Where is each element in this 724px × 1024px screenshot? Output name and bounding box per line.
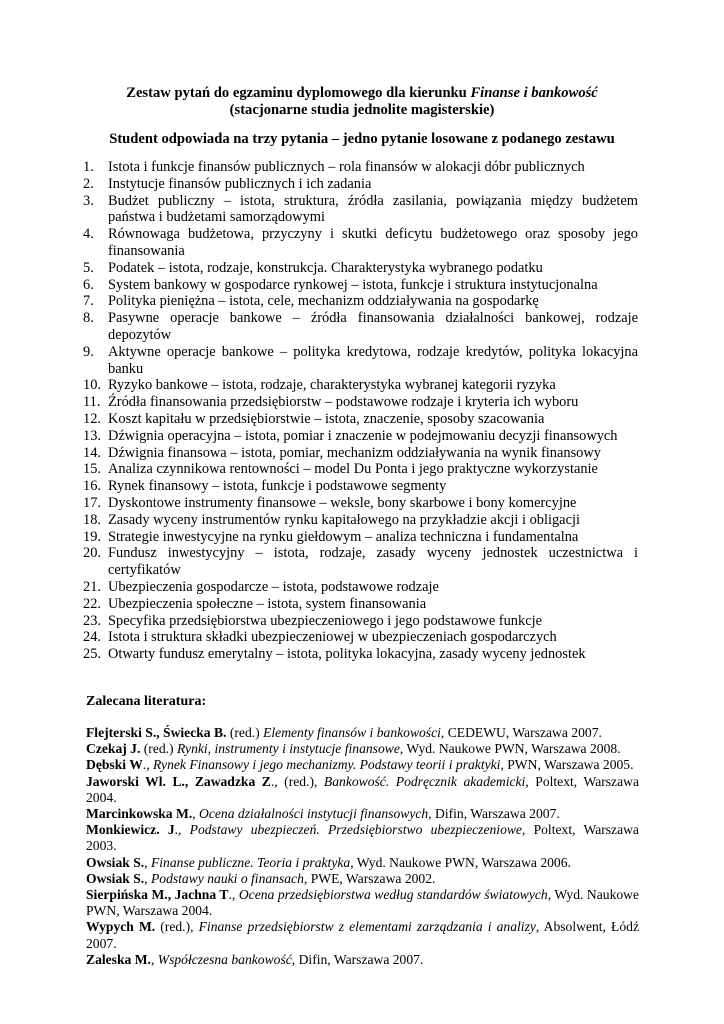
question-item [83, 310, 638, 344]
question-number: 24. [83, 629, 101, 646]
literature-item [86, 822, 639, 854]
question-item [83, 428, 638, 445]
reference-publisher: , Wyd. Naukowe PWN, Warszawa 2008. [399, 741, 621, 757]
question-item [83, 629, 638, 646]
reference-separator: (red.) [140, 741, 177, 757]
question-number: 4. [83, 226, 94, 243]
reference-title: Współczesna bankowość [157, 951, 292, 967]
question-text: Instytucje finansów publicznych i ich zadania [108, 175, 372, 192]
question-item [83, 159, 638, 176]
reference-authors: Jaworski Wl. L., Zawadzka Z [86, 773, 271, 789]
literature-item [86, 725, 639, 741]
question-item [83, 596, 638, 613]
reference-separator: ., (red.), [270, 773, 324, 789]
question-item [83, 495, 638, 512]
question-item [83, 344, 638, 378]
literature-item [86, 952, 639, 968]
question-text: Pasywne operacje bankowe – źródła finansowania działalności bankowej, rodzaje depozytów [108, 310, 638, 343]
reference-title: Rynek Finansowy i jego mechanizmy. Podstawy teorii i praktyki [153, 757, 501, 773]
question-number: 8. [83, 310, 94, 327]
reference-publisher: , Poltext, Warszawa 2003. [86, 822, 639, 854]
reference-authors: Dębski W [86, 757, 143, 773]
question-text: Analiza czynnikowa rentowności – model Du Ponta i jego praktyczne wykorzystanie [108, 461, 598, 478]
literature-heading: Zalecana literatura: [86, 694, 207, 709]
question-item [83, 512, 638, 529]
question-item [83, 579, 638, 596]
question-number: 5. [83, 259, 94, 276]
reference-separator: , [144, 870, 151, 886]
reference-separator: , [144, 854, 151, 870]
reference-publisher: , PWE, Warszawa 2002. [303, 870, 436, 886]
question-text: Budżet publiczny – istota, struktura, źródła zasilania, powiązania między budżetem państwa i budżetami samorządowymi [108, 192, 638, 226]
question-item [83, 176, 638, 193]
reference-authors: Sierpińska M., Jachna T [86, 887, 229, 903]
reference-authors: Monkiewicz. J [86, 822, 175, 838]
question-item [83, 478, 638, 495]
title-line-1 [60, 85, 664, 102]
question-number: 1. [83, 159, 94, 175]
question-text: Aktywne operacje bankowe – polityka kredytowa, rodzaje kredytów, polityka lokacyjna banku [108, 343, 638, 377]
question-text: Podatek – istota, rodzaje, konstrukcja. Charakterystyka wybranego podatku [108, 259, 543, 276]
question-number: 23. [83, 612, 101, 629]
question-text: Ubezpieczenia społeczne – istota, system finansowania [108, 595, 427, 612]
reference-title: Finanse przedsiębiorstw z elementami zarządzania i analizy [198, 919, 536, 935]
title-field-of-study: Finanse i bankowość [470, 85, 598, 101]
question-number: 16. [83, 478, 101, 495]
reference-authors: Zaleska M. [86, 951, 151, 967]
question-text: Otwarty fundusz emerytalny – istota, polityka lokacyjna, zasady wyceny jednostek [108, 646, 586, 663]
reference-title: Ocena przedsiębiorstwa według standardów światowych [238, 887, 548, 903]
question-number: 25. [83, 646, 101, 663]
question-item [83, 260, 638, 277]
question-number: 6. [83, 276, 94, 293]
question-item [83, 293, 638, 310]
question-number: 7. [83, 293, 94, 310]
question-number: 10. [83, 377, 101, 394]
reference-publisher: , Difin, Warszawa 2007. [291, 951, 424, 967]
question-item [83, 377, 638, 394]
reference-authors: Owsiak S. [86, 870, 145, 886]
literature-item [86, 774, 639, 806]
reference-authors: Owsiak S. [86, 854, 145, 870]
literature-item [86, 757, 639, 773]
question-list [83, 159, 638, 663]
reference-separator: ., [228, 887, 239, 903]
question-item [83, 646, 638, 663]
question-text: Dźwignia operacyjna – istota, pomiar i znaczenie w podejmowaniu decyzji finansowych [108, 427, 618, 444]
literature-item [86, 919, 639, 951]
reference-authors: Flejterski S., Świecka B. [86, 725, 227, 740]
question-text: Dźwignia finansowa – istota, pomiar, mechanizm oddziaływania na wynik finansowy [108, 444, 601, 461]
question-text: Polityka pieniężna – istota, cele, mechanizm oddziaływania na gospodarkę [108, 293, 539, 310]
question-text: Istota i struktura składki ubezpieczeniowej w ubezpieczeniach gospodarczych [108, 629, 557, 646]
reference-publisher: , PWN, Warszawa 2005. [500, 757, 634, 773]
question-number: 20. [83, 545, 101, 562]
reference-separator: (red.), [155, 919, 199, 935]
reference-separator: , [150, 951, 158, 967]
question-text: Istota i funkcje finansów publicznych – rola finansów w alokacji dóbr publicznych [108, 159, 585, 175]
question-text: Fundusz inwestycyjny – istota, rodzaje, zasady wyceny jednostek uczestnictwa i certyfikatów [108, 545, 638, 579]
exam-instruction: Student odpowiada na trzy pytania – jedno pytanie losowane z podanego zestawu [109, 131, 615, 147]
question-number: 3. [83, 192, 94, 209]
question-item [83, 226, 638, 260]
question-number: 2. [83, 175, 94, 192]
reference-title: Finanse publiczne. Teoria i praktyka [150, 854, 351, 870]
reference-separator: (red.) [226, 725, 264, 740]
question-item [83, 529, 638, 546]
reference-separator: ., [174, 822, 190, 838]
reference-publisher: , Difin, Warszawa 2007. [428, 806, 560, 822]
question-item [83, 394, 638, 411]
question-text: Dyskontowe instrumenty finansowe – weksle, bony skarbowe i bony komercyjne [108, 494, 577, 511]
question-number: 13. [83, 427, 101, 444]
question-number: 12. [83, 410, 101, 427]
reference-title: Rynki, instrumenty i instytucje finansowe [176, 741, 400, 757]
title-line-2: (stacjonarne studia jednolite magisterskie) [229, 102, 495, 118]
question-item [83, 461, 638, 478]
question-number: 18. [83, 511, 101, 528]
question-text: Ubezpieczenia gospodarcze – istota, podstawowe rodzaje [108, 578, 439, 595]
reference-separator: , [192, 806, 200, 822]
reference-publisher: , Wyd. Naukowe PWN, Warszawa 2006. [350, 854, 571, 870]
document-title [60, 85, 664, 119]
question-item [83, 545, 638, 579]
question-number: 21. [83, 578, 101, 595]
question-number: 14. [83, 444, 101, 461]
reference-title: Elementy finansów i bankowości [263, 725, 441, 740]
reference-authors: Marcinkowska M. [86, 806, 193, 822]
question-text: Specyfika przedsiębiorstwa ubezpieczeniowego i jego podstawowe funkcje [108, 612, 542, 629]
question-item [83, 445, 638, 462]
question-number: 19. [83, 528, 101, 545]
question-number: 11. [83, 394, 101, 411]
literature-item [86, 741, 639, 757]
literature-item [86, 871, 639, 887]
question-item [83, 411, 638, 428]
question-number: 17. [83, 494, 101, 511]
question-text: System bankowy w gospodarce rynkowej – istota, funkcje i struktura instytucjonalna [108, 276, 598, 293]
question-text: Strategie inwestycyjne na rynku giełdowym – analiza techniczna i fundamentalna [108, 528, 579, 545]
question-number: 9. [83, 343, 94, 360]
reference-publisher: , Absolwent, Łódź 2007. [86, 919, 639, 951]
literature-list [86, 725, 639, 968]
question-item [83, 613, 638, 630]
question-number: 22. [83, 595, 101, 612]
reference-title: Bankowość. Podręcznik akademicki [323, 773, 526, 789]
question-item [83, 193, 638, 227]
reference-authors: Wypych M. [86, 919, 156, 935]
question-text: Zasady wyceny instrumentów rynku kapitałowego na przykładzie akcji i obligacji [108, 511, 580, 528]
question-text: Rynek finansowy – istota, funkcje i podstawowe segmenty [108, 478, 447, 495]
question-text: Równowaga budżetowa, przyczyny i skutki deficytu budżetowego oraz sposoby jego finansowania [108, 226, 638, 259]
reference-publisher: , Wyd. Naukowe PWN, Warszawa 2004. [86, 887, 640, 919]
reference-authors: Czekaj J. [86, 741, 141, 757]
question-text: Ryzyko bankowe – istota, rodzaje, charakterystyka wybranej kategorii ryzyka [108, 377, 556, 394]
question-number: 15. [83, 461, 101, 478]
literature-item [86, 887, 639, 919]
reference-title: Podstawy nauki o finansach [150, 870, 304, 886]
reference-publisher: , Poltext, Warszawa 2004. [86, 773, 639, 805]
literature-item [86, 855, 639, 871]
reference-title: Ocena działalności instytucji finansowych [199, 806, 429, 822]
reference-publisher: , CEDEWU, Warszawa 2007. [440, 725, 602, 740]
literature-item [86, 806, 639, 822]
reference-separator: ., [142, 757, 153, 773]
question-item [83, 277, 638, 294]
reference-title: Podstawy ubezpieczeń. Przedsiębiorstwo ubezpieczeniowe [189, 822, 522, 838]
question-text: Koszt kapitału w przedsiębiorstwie – istota, znaczenie, sposoby szacowania [108, 410, 545, 427]
title-prefix: Zestaw pytań do egzaminu dyplomowego dla kierunku [126, 85, 471, 101]
question-text: Źródła finansowania przedsiębiorstw – podstawowe rodzaje i kryteria ich wyboru [108, 394, 579, 411]
